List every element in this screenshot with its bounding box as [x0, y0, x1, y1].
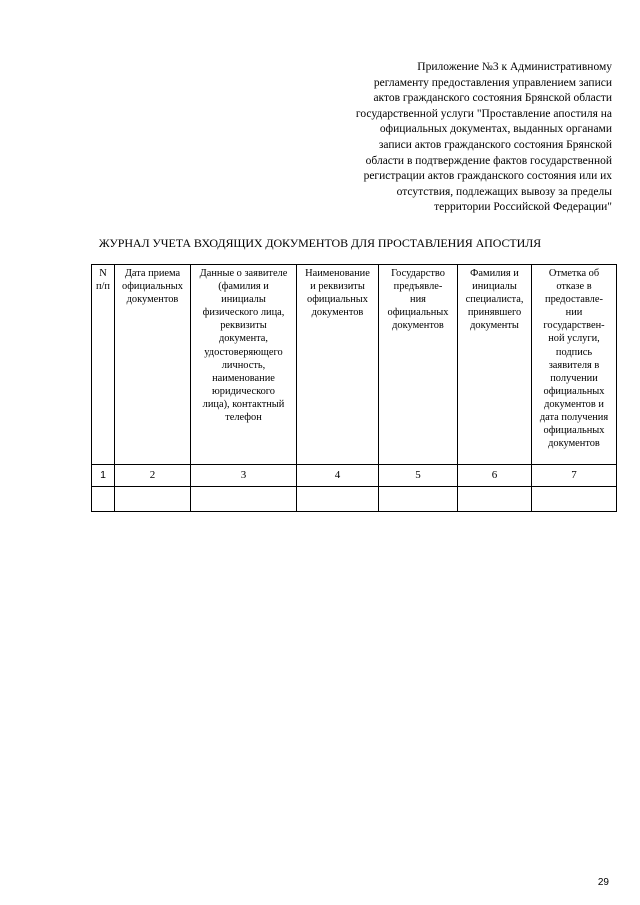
header-row [92, 265, 617, 465]
appendix-line: территории Российской Федерации" [434, 201, 612, 214]
appendix-line: отсутствия, подлежащих вывозу за пределы [396, 185, 612, 198]
empty-cell [458, 487, 532, 512]
column-number: 7 [532, 465, 617, 487]
column-number: 6 [458, 465, 532, 487]
column-number: 2 [115, 465, 191, 487]
empty-cell [532, 487, 617, 512]
header-applicant-data: Данные о заявителе (фамилия и инициалы физического лица, реквизиты документа, удостоверяющего личность, наименование юридического лица), контактный телефон [191, 265, 297, 465]
appendix-line: регламенту предоставления управлением записи [373, 76, 612, 89]
appendix-note [312, 60, 612, 216]
empty-cell [297, 487, 379, 512]
column-number: 1 [92, 465, 115, 487]
column-number: 3 [191, 465, 297, 487]
header-country: Государство предъявле- ния официальных документов [379, 265, 458, 465]
appendix-line: записи актов гражданского состояния Брянской [378, 138, 612, 151]
column-number-row [92, 465, 617, 487]
column-number: 5 [379, 465, 458, 487]
appendix-line: Приложение №3 к Административному [417, 61, 612, 73]
empty-cell [92, 487, 115, 512]
empty-cell [379, 487, 458, 512]
appendix-line: государственной услуги "Проставление апостиля на [355, 107, 612, 120]
header-specialist: Фамилия и инициалы специалиста, принявшего документы [458, 265, 532, 465]
empty-cell [191, 487, 297, 512]
column-number: 4 [297, 465, 379, 487]
appendix-line: официальных документах, выданных органами [379, 123, 612, 136]
header-document-name: Наименование и реквизиты официальных документов [297, 265, 379, 465]
appendix-line: области в подтверждение фактов государственной [365, 154, 612, 167]
journal-table [91, 264, 617, 512]
empty-cell [115, 487, 191, 512]
header-number: N п/п [92, 265, 115, 465]
appendix-line: регистрации актов гражданского состояния или их [363, 170, 612, 183]
journal-title: ЖУРНАЛ УЧЕТА ВХОДЯЩИХ ДОКУМЕНТОВ ДЛЯ ПРОСТАВЛЕНИЯ АПОСТИЛЯ [98, 236, 542, 250]
header-receipt-date: Дата приема официальных документов [115, 265, 191, 465]
appendix-line: актов гражданского состояния Брянской области [373, 92, 612, 105]
page-number: 29 [597, 877, 609, 888]
header-refusal-note: Отметка об отказе в предоставле- нии государствен- ной услуги, подпись заявителя в получении официальных документов и дата получения официальных документов [532, 265, 617, 465]
empty-row [92, 487, 617, 512]
